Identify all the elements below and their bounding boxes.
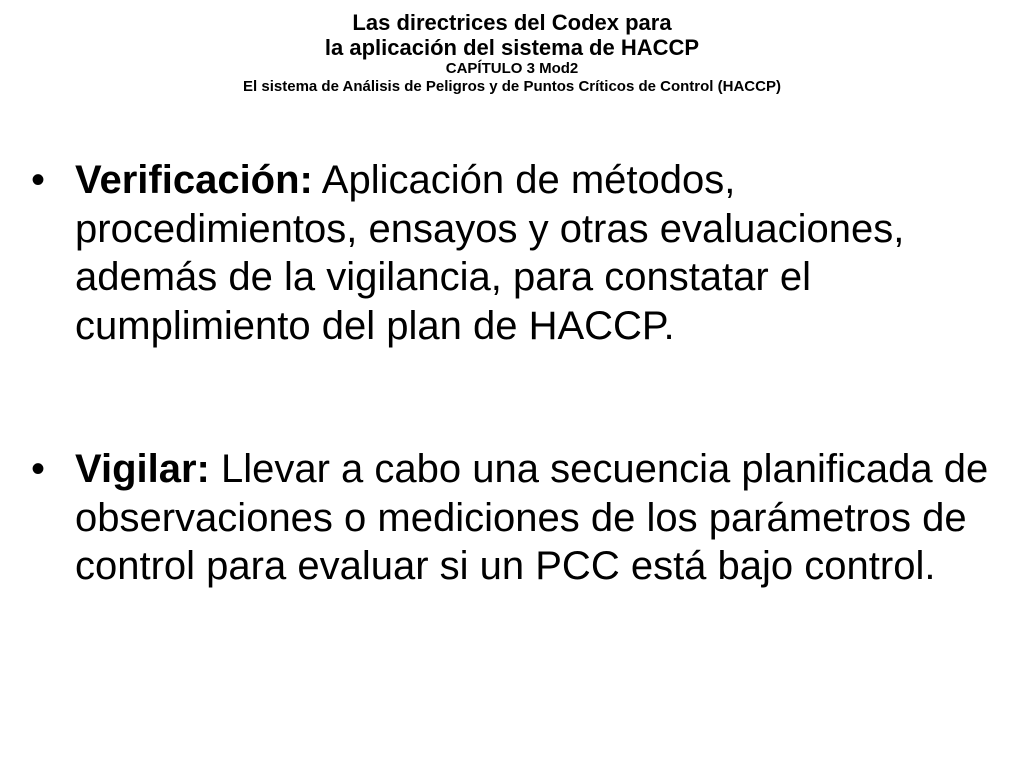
bullet-icon: •	[31, 158, 46, 202]
definition-text: Aplicación de métodos, procedimientos, ensayos y otras evaluaciones, además de la vigilancia, para constatar el cumplimiento del plan de HACCP.	[75, 158, 905, 348]
definition-term: Vigilar:	[75, 447, 210, 491]
definition-list	[0, 156, 1024, 591]
header-title-line-1: Las directrices del Codex para	[352, 10, 672, 35]
slide-header	[0, 10, 1024, 96]
definition-verificacion	[0, 156, 1024, 350]
header-chapter: CAPÍTULO 3 Mod2	[445, 60, 579, 77]
definition-text: Llevar a cabo una secuencia planificada de observaciones o mediciones de los parámetros de control para evaluar si un PCC está bajo control.	[75, 447, 989, 588]
header-title-line-2: la aplicación del sistema de HACCP	[324, 35, 700, 60]
header-subtitle: El sistema de Análisis de Peligros y de Puntos Críticos de Control (HACCP)	[243, 78, 781, 95]
definition-term: Verificación:	[75, 158, 313, 202]
bullet-icon: •	[31, 447, 46, 491]
definition-vigilar	[0, 445, 1024, 591]
